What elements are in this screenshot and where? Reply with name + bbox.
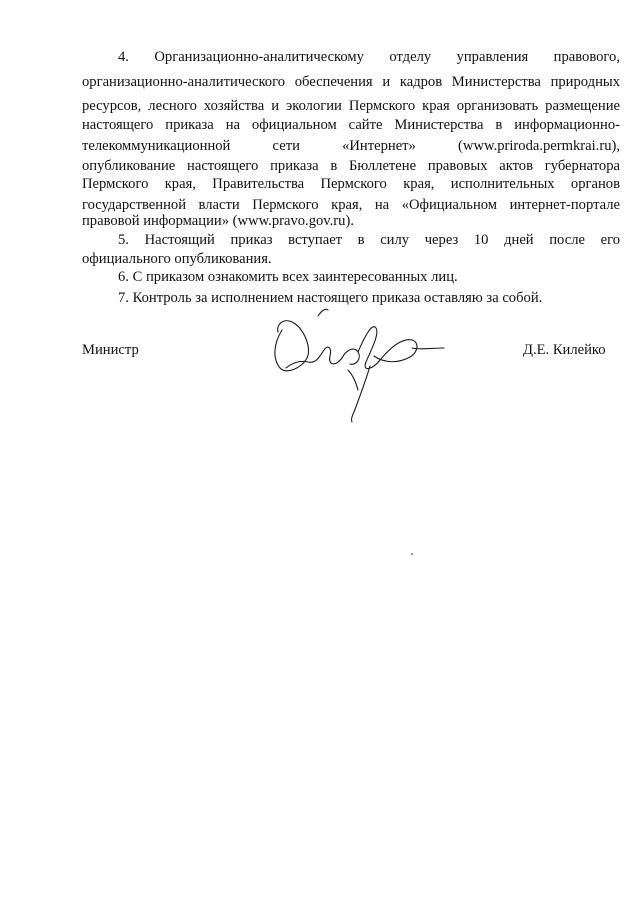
paragraph-4-line-3: ресурсов, лесного хозяйства и экологии Пермского края организовать размещение	[82, 98, 620, 114]
paragraph-4-line-7: Пермского края, Правительства Пермского края, исполнительных органов	[82, 176, 620, 192]
paragraph-4-line-2: организационно-аналитического обеспечения и кадров Министерства природных	[82, 74, 620, 90]
paragraph-4-line-8: государственной власти Пермского края, на «Официальном интернет-портале	[82, 197, 620, 213]
scan-speck	[411, 553, 413, 555]
signatory-title: Министр	[82, 342, 139, 358]
paragraph-5-line-1: 5. Настоящий приказ вступает в силу через 10 дней после его	[118, 232, 620, 248]
paragraph-4-line-6: опубликование настоящего приказа в Бюллетене правовых актов губернатора	[82, 158, 620, 174]
paragraph-4-line-9: правовой информации» (www.pravo.gov.ru).	[82, 213, 354, 229]
handwritten-signature	[262, 308, 452, 423]
signatory-name: Д.Е. Килейко	[523, 342, 606, 358]
paragraph-5-line-2: официального опубликования.	[82, 251, 272, 267]
paragraph-7: 7. Контроль за исполнением настоящего приказа оставляю за собой.	[118, 290, 543, 306]
paragraph-4-line-1: 4. Организационно-аналитическому отделу управления правового,	[118, 49, 620, 65]
paragraph-4-line-4: настоящего приказа на официальном сайте Министерства в информационно-	[82, 117, 620, 133]
paragraph-4-line-5: телекоммуникационной сети «Интернет» (www.priroda.permkrai.ru),	[82, 138, 620, 154]
paragraph-6: 6. С приказом ознакомить всех заинтересованных лиц.	[118, 269, 458, 285]
